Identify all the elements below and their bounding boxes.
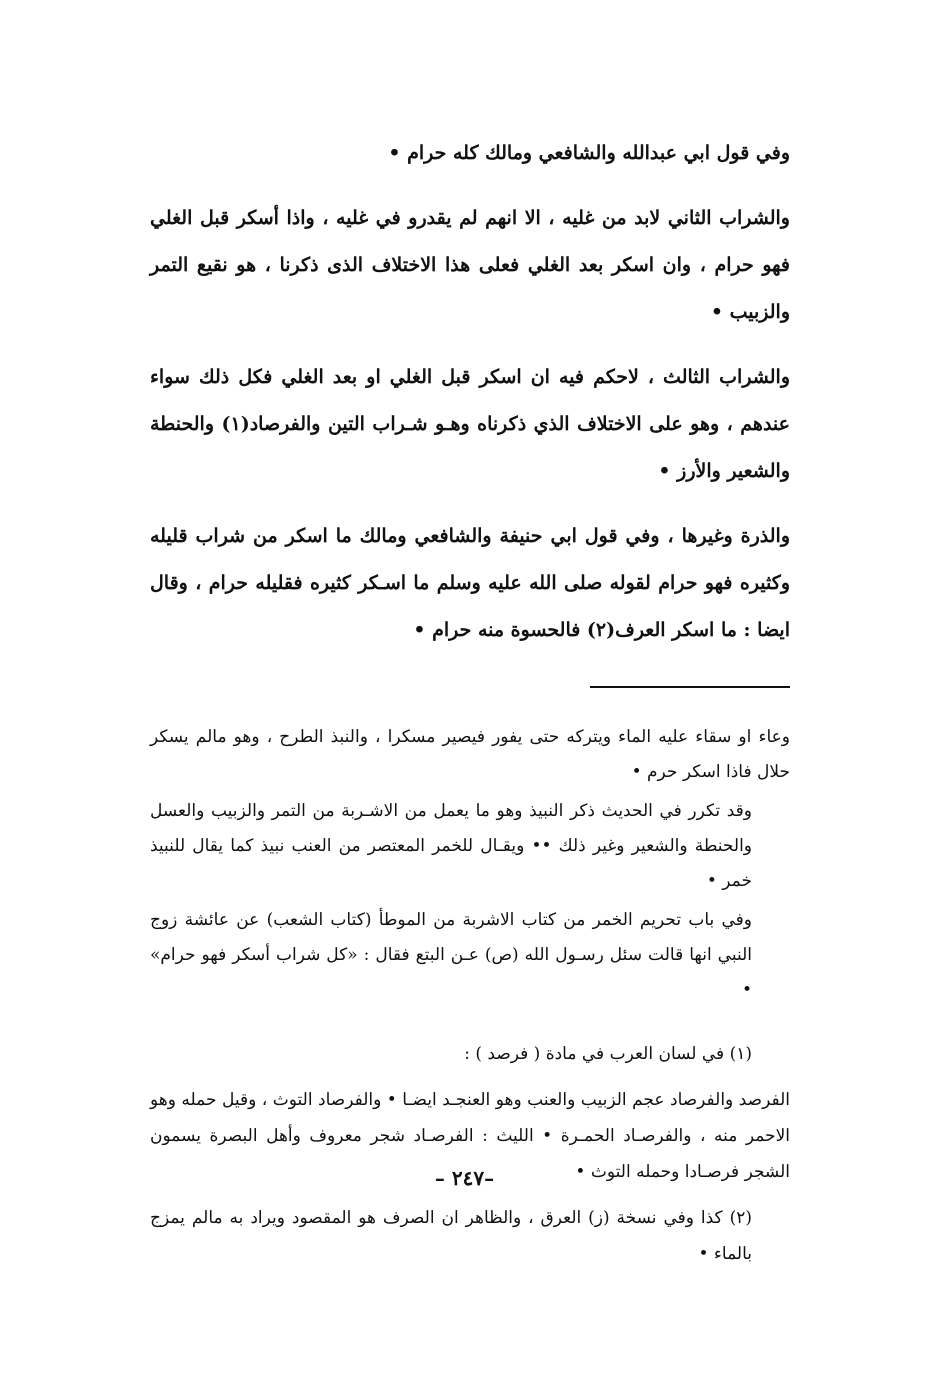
footnote-2: (٢) كذا وفي نسخة (ز) العرق ، والظاهر ان الصرف هو المقصود ويراد به مالم يمزج بالماء • xyxy=(150,1208,752,1264)
note-paragraph-2: وقد تكرر في الحديث ذكر النبيذ وهو ما يعمل من الاشـربة من التمر والزبيب والعسل والحنطة والشعير وغير ذلك •• ويقـال للخمر المعتصر من العنب نبيذ كما يقال للنبيذ خمر • xyxy=(150,801,752,891)
footnote-separator xyxy=(590,686,790,688)
page-content xyxy=(150,130,790,1282)
page-number: – ٢٤٧– xyxy=(434,1166,495,1190)
footnotes xyxy=(150,1036,790,1272)
main-text xyxy=(150,130,790,654)
continued-note xyxy=(150,720,790,1008)
footnote-separator-wrap xyxy=(150,672,790,706)
paragraph-1: وفي قول ابي عبدالله والشافعي ومالك كله حرام • xyxy=(388,142,790,164)
footnote-1-body: الفرصد والفرصاد عجم الزبيب والعنب وهو العنجـد ايضـا • والفرصاد التوث ، وقيل حمله وهو الاحمر منه ، والفرصـاد الحمـرة • الليث : الفرصـاد شجر معروف وأهل البصرة يسمون الشجر فرصـادا وحمله التوث • xyxy=(150,1090,790,1182)
note-paragraph-3: وفي باب تحريم الخمر من كتاب الاشربة من الموطأ (كتاب الشعب) عن عائشة زوج النبي انها قالت سئل رسـول الله (ص) عـن البتع فقال : «كل شراب أسكر فهو حرام» • xyxy=(150,910,752,1000)
paragraph-2: والشراب الثاني لابد من غليه ، الا انهم لم يقدرو في غليه ، واذا أسكر قبل الغلي فهو حرام ، وان اسكر بعد الغلي فعلى هذا الاختلاف الذى ذكرنا ، هو نقيع التمر والزبيب • xyxy=(150,207,790,323)
paragraph-3: والشراب الثالث ، لاحكم فيه ان اسكر قبل الغلي او بعد الغلي فكل ذلك سواء عندهم ، وهو على الاختلاف الذي ذكرناه وهـو شـراب التين والفرصاد(١) والحنطة والشعير والأرز • xyxy=(150,366,790,482)
paragraph-4: والذرة وغيرها ، وفي قول ابي حنيفة والشافعي ومالك ما اسكر من شراب قليله وكثيره فهو حرام لقوله صلى الله عليه وسلم ما اسـكر كثيره فقليله حرام ، وقال ايضا : ما اسكر العرف(٢) فالحسوة منه حرام • xyxy=(150,525,790,641)
note-paragraph-1: وعاء او سقاء عليه الماء ويتركه حتى يفور فيصير مسكرا ، والنبذ الطرح ، وهو مالم يسكر حلال فاذا اسكر حرم • xyxy=(150,727,790,782)
footnote-1-heading: (١) في لسان العرب في مادة ( فرصد ) : xyxy=(464,1044,752,1064)
